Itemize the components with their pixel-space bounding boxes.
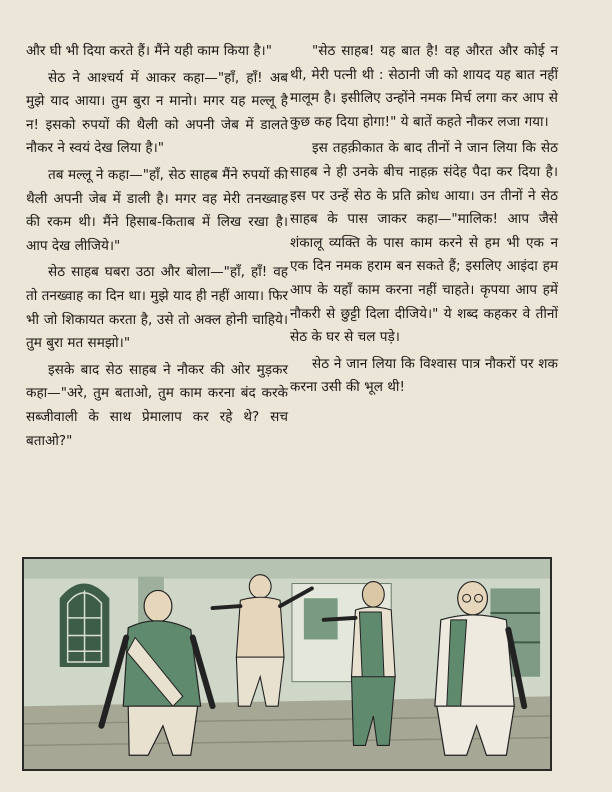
paragraph: सेठ ने जान लिया कि विश्वास पात्र नौकरों पर शक करना उसी की भूल थी! [290, 355, 558, 396]
paragraph: सेठ साहब घबरा उठा और बोला—"हाँ, हाँ! वह तो तनख्वाह का दिन था। मुझे याद ही नहीं आया। फिर भी जो शिकायत करता है, उसे तो अक्ल होनी चाहिये। तुम बुरा मत समझो।" [26, 264, 288, 352]
paragraph: सेठ ने आश्चर्य में आकर कहा—"हाँ, हाँ! अब मुझे याद आया। तुम बुरा न मानो। मगर यह मल्लू है न! इसको रुपयों की थैली को अपनी जेब में डालते नौकर ने स्वयं देख लिया है।" [26, 69, 288, 157]
paragraph: और घी भी दिया करते हैं। मैंने यही काम किया है।" [26, 43, 272, 59]
paragraph: तब मल्लू ने कहा—"हाँ, सेठ साहब मैंने रुपयों की थैली अपनी जेब में डाली है। मगर वह मेरी तनख्वाह की रकम थी। मैंने हिसाब-किताब में लिख रखा है। आप देख लीजिये।" [26, 166, 288, 254]
paragraph: इस तहक़ीकात के बाद तीनों ने जान लिया कि सेठ साहब ने ही उनके बीच नाहक़ संदेह पैदा कर दिया है। इस पर उन्हें सेठ के प्रति क्रोध आया। उन तीनों ने सेठ साहब के पास जाकर कहा—"मालिक! आप जैसे शंकालू व्यक्ति के पास काम करने से हम भी एक न एक दिन नमक हराम बन सकते हैं; इसलिए आइंदा हम आप के यहाँ काम करना नहीं चाहते। कृपया आप हमें नौकरी से छुट्टी दिला दीजिये।" ये शब्द कहकर वे तीनों सेठ के घर से चल पड़े। [290, 140, 558, 346]
illustration-art [24, 559, 550, 769]
paragraph: इसके बाद सेठ साहब ने नौकर की ओर मुड़कर कहा—"अरे, तुम बताओ, तुम काम करना बंद करके सब्जीवाली के साथ प्रेमालाप कर रहे थे? सच बताओ?" [26, 361, 288, 449]
right-text-column [290, 40, 558, 403]
left-text-column [26, 40, 288, 456]
paragraph: "सेठ साहब! यह बात है! वह औरत और कोई न थी, मेरी पत्नी थी : सेठानी जी को शायद यह बात नहीं मालूम है। इसीलिए उन्होंने नमक मिर्च लगा कर आप से कुछ कह दिया होगा!" ये बातें कहते नौकर लजा गया। [290, 43, 558, 130]
story-illustration [22, 557, 552, 771]
